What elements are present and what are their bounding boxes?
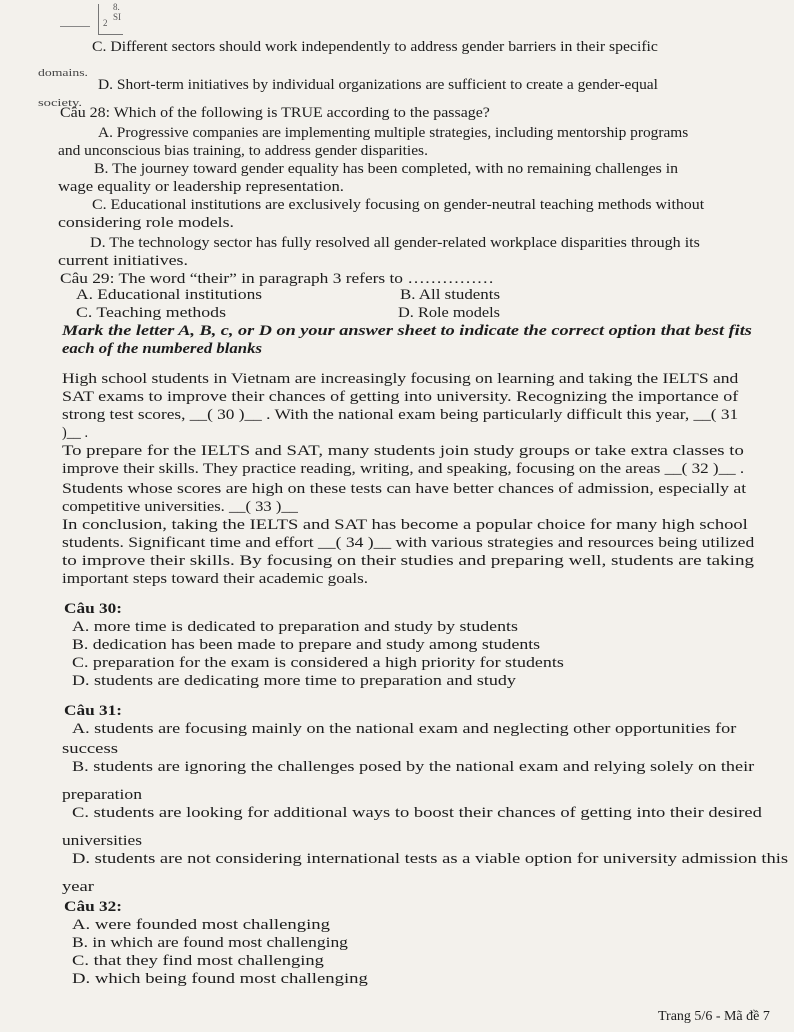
text-line-40: success [62, 741, 118, 757]
text-line-33: Câu 30: [64, 601, 122, 617]
text-line-17: C. Teaching methods [76, 305, 226, 321]
text-line-44: universities [62, 833, 143, 849]
text-line-37: D. students are dedicating more time to preparation and study [72, 673, 516, 689]
handwritten-note: 8. SI [113, 2, 122, 22]
text-line-38: Câu 31: [64, 703, 122, 719]
text-line-30: students. Significant time and effort __( 34 )__ with various strategies and resources being utilized [62, 535, 755, 551]
text-line-28: competitive universities. __( 33 )__ [62, 499, 298, 515]
text-line-8: B. The journey toward gender equality has been completed, with no remaining challenges in [94, 161, 679, 177]
divider [60, 26, 90, 27]
text-line-42: preparation [62, 787, 142, 803]
handwritten-mark [98, 4, 123, 35]
handwritten-digit: 2 [103, 18, 108, 28]
text-line-23: strong test scores, __( 30 )__ . With the national exam being particularly difficult this year, __( 31 [62, 407, 739, 423]
text-line-10: C. Educational institutions are exclusively focusing on gender-neutral teaching methods without [92, 197, 705, 213]
text-line-32: important steps toward their academic goals. [62, 571, 369, 587]
text-line-27: Students whose scores are high on these tests can have better chances of admission, especially at [62, 481, 747, 497]
text-line-6: A. Progressive companies are implementing multiple strategies, including mentorship programs [98, 125, 689, 141]
text-line-3: D. Short-term initiatives by individual organizations are sufficient to create a gender-equal [98, 77, 658, 93]
text-line-34: A. more time is dedicated to preparation and study by students [72, 619, 518, 635]
text-line-21: High school students in Vietnam are increasingly focusing on learning and taking the IELTS and [62, 371, 739, 387]
text-line-13: current initiatives. [58, 253, 188, 269]
text-line-35: B. dedication has been made to prepare and study among students [72, 637, 541, 653]
text-line-4: society. [38, 97, 82, 109]
text-line-20: each of the numbered blanks [62, 341, 262, 357]
text-line-39: A. students are focusing mainly on the national exam and neglecting other opportunities for [72, 721, 737, 737]
text-line-29: In conclusion, taking the IELTS and SAT has become a popular choice for many high school [62, 517, 748, 533]
text-line-14: Câu 29: The word “their” in paragraph 3 refers to …………… [60, 271, 495, 287]
text-line-15: A. Educational institutions [76, 287, 263, 303]
text-line-22: SAT exams to improve their chances of getting into university. Recognizing the importance of [62, 389, 739, 405]
page-footer: Trang 5/6 - Mã đề 7 [658, 1009, 770, 1024]
text-line-2: domains. [38, 67, 88, 79]
text-line-50: C. that they find most challenging [72, 953, 324, 969]
text-line-16: B. All students [400, 287, 501, 303]
text-line-46: year [62, 879, 95, 895]
text-line-48: A. were founded most challenging [72, 917, 330, 933]
text-line-7: and unconscious bias training, to address gender disparities. [58, 143, 428, 159]
text-line-36: C. preparation for the exam is considered a high priority for students [72, 655, 564, 671]
text-line-19: Mark the letter A, B, c, or D on your answer sheet to indicate the correct option that best fits [62, 323, 752, 339]
text-line-41: B. students are ignoring the challenges posed by the national exam and relying solely on their [72, 759, 755, 775]
text-line-9: wage equality or leadership representation. [58, 179, 344, 195]
text-line-1: C. Different sectors should work independently to address gender barriers in their specific [92, 39, 658, 55]
text-line-25: To prepare for the IELTS and SAT, many students join study groups or take extra classes to [62, 443, 744, 459]
text-line-31: to improve their skills. By focusing on their studies and preparing well, students are taking [62, 553, 755, 569]
text-line-49: B. in which are found most challenging [72, 935, 348, 951]
text-line-18: D. Role models [398, 305, 500, 321]
text-line-5: Câu 28: Which of the following is TRUE according to the passage? [60, 105, 490, 121]
text-line-24: )__ . [62, 425, 88, 441]
text-line-51: D. which being found most challenging [72, 971, 368, 987]
text-line-12: D. The technology sector has fully resolved all gender-related workplace disparities through its [90, 235, 700, 251]
text-line-11: considering role models. [58, 215, 234, 231]
text-line-43: C. students are looking for additional ways to boost their chances of getting into their desired [72, 805, 762, 821]
text-line-47: Câu 32: [64, 899, 122, 915]
text-line-45: D. students are not considering international tests as a viable option for university admission this [72, 851, 789, 867]
text-line-26: improve their skills. They practice reading, writing, and speaking, focusing on the areas __( 32 )__ . [62, 461, 745, 477]
